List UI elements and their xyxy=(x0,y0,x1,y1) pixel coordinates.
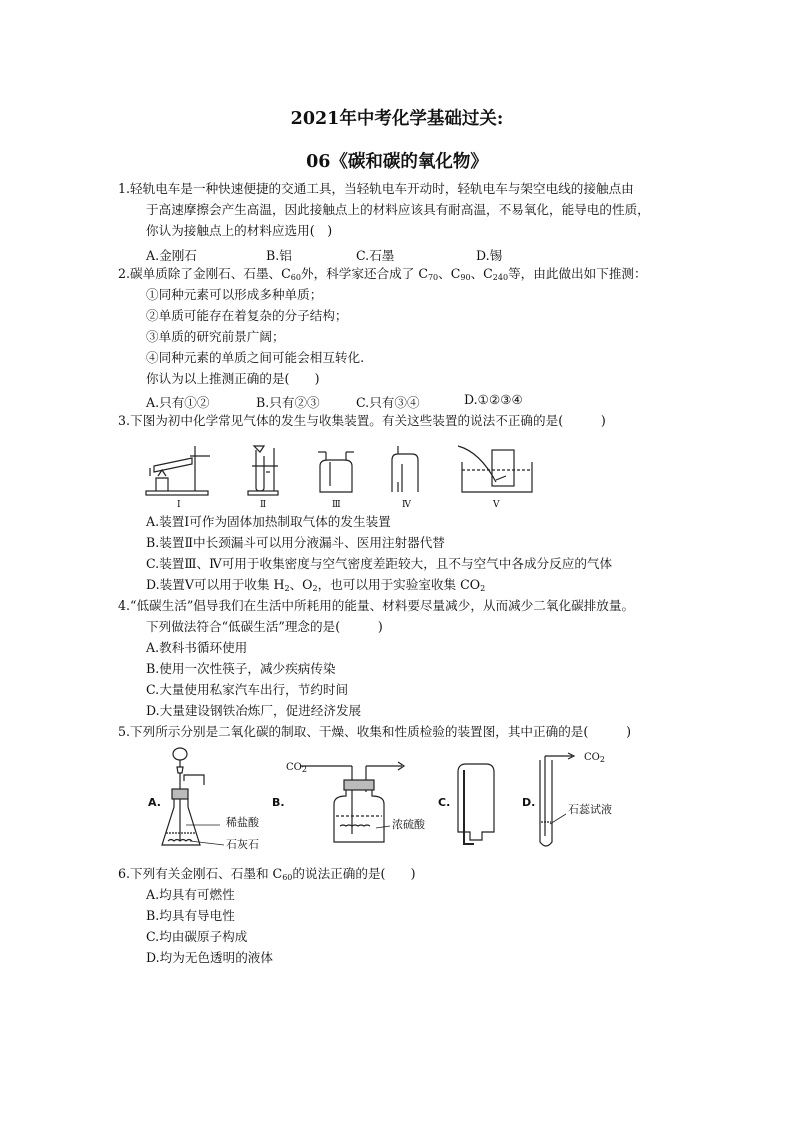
question-4-option-b: B.使用一次性筷子，减少疾病传染 xyxy=(146,661,336,676)
question-6-stem-part-2: 的说法正确的是( ) xyxy=(292,866,416,881)
question-3-option-a: A.装置Ⅰ可作为固体加热制取气体的发生装置 xyxy=(146,514,391,529)
question-1-option-d: D.锡 xyxy=(476,248,503,263)
question-1-line-3: 你认为接触点上的材料应选用( ) xyxy=(146,223,333,238)
question-2-stem xyxy=(118,266,647,286)
label-co2-b xyxy=(286,760,307,778)
question-2-point-2: ②单质可能存在着复杂的分子结构； xyxy=(146,308,348,323)
apparatus-b-drying-bottle xyxy=(300,756,420,856)
question-6-option-c: C.均由碳原子构成 xyxy=(146,929,248,944)
apparatus-v xyxy=(458,446,532,492)
apparatus-label-ii: Ⅱ xyxy=(260,500,267,510)
apparatus-i xyxy=(146,446,210,495)
figure-letter-b: B. xyxy=(272,796,285,809)
apparatus-label-v: Ⅴ xyxy=(493,500,500,510)
question-2-stem-part-1: 2.碳单质除了金刚石、石墨、C xyxy=(118,266,291,281)
subscript: 60 xyxy=(290,273,301,282)
question-4-line-1: 4.“低碳生活”倡导我们在生活中所耗用的能量、材料要尽量减少，从而减少二氧化碳排放量。 xyxy=(118,598,635,613)
question-2-option-c: C.只有③④ xyxy=(356,395,420,410)
question-6-option-b: B.均具有导电性 xyxy=(146,908,235,923)
question-2-point-3: ③单质的研究前景广阔； xyxy=(146,329,285,344)
subscript: 2 xyxy=(312,584,318,593)
subscript: 2 xyxy=(284,584,290,593)
question-3-option-b: B.装置Ⅱ中长颈漏斗可以用分液漏斗、医用注射器代替 xyxy=(146,535,445,550)
label-limestone: 石灰石 xyxy=(226,838,259,851)
page-subtitle: 06《碳和碳的氧化物》 xyxy=(306,152,488,172)
figure-letter-d: D. xyxy=(522,796,536,809)
question-6-stem-part-1: 6.下列有关金刚石、石墨和 C xyxy=(118,866,283,881)
apparatus-c-collecting-bottle xyxy=(452,760,502,850)
apparatus-label-i: Ⅰ xyxy=(177,500,181,510)
label-dilute-hcl: 稀盐酸 xyxy=(226,816,259,829)
question-6-option-d: D.均为无色透明的液体 xyxy=(146,950,273,965)
question-1-option-c: C.石墨 xyxy=(356,248,395,263)
question-1-option-a: A.金刚石 xyxy=(146,248,197,263)
subscript: 70 xyxy=(427,273,439,282)
question-2-stem-part-2: 外，科学家还合成了 C xyxy=(300,266,428,281)
figure-letter-c: C. xyxy=(438,796,451,809)
label-co2-d xyxy=(584,750,605,768)
question-1-option-b: B.铝 xyxy=(266,248,292,263)
question-3-stem: 3.下图为初中化学常见气体的发生与收集装置。有关这些装置的说法不正确的是( ) xyxy=(118,413,606,428)
question-3-option-d-part-1: D.装置Ⅴ可以用于收集 H xyxy=(146,577,285,592)
question-2-option-a: A.只有①② xyxy=(146,395,210,410)
page-title: 2021年中考化学基础过关: xyxy=(290,109,504,129)
label-co2-b-text: CO xyxy=(286,762,302,773)
question-2-stem-part-5: 等，由此做出如下推测： xyxy=(508,266,647,281)
question-3-option-d-part-2: 、O xyxy=(289,577,313,592)
apparatus-label-iii: Ⅲ xyxy=(332,500,341,510)
question-2-option-b: B.只有②③ xyxy=(256,395,320,410)
figure-letter-a: A. xyxy=(148,796,161,809)
question-4-option-d: D.大量建设钢铁冶炼厂，促进经济发展 xyxy=(146,703,362,718)
apparatus-label-iv: Ⅳ xyxy=(402,500,411,510)
question-4-option-c: C.大量使用私家汽车出行，节约时间 xyxy=(146,682,349,697)
question-2-point-4: ④同种元素的单质之间可能会相互转化. xyxy=(146,350,365,365)
apparatus-ii xyxy=(248,446,278,495)
label-co2-d-text: CO xyxy=(584,752,600,763)
apparatus-iii xyxy=(318,452,354,492)
question-2-stem-part-3: 、C xyxy=(438,266,461,281)
question-5-stem: 5.下列所示分别是二氧化碳的制取、干燥、收集和性质检验的装置图，其中正确的是( ) xyxy=(118,724,631,739)
question-2-option-d: D.①②③④ xyxy=(464,392,523,407)
subscript: 240 xyxy=(492,273,509,282)
question-4-line-2: 下列做法符合“低碳生活”理念的是( ) xyxy=(146,619,383,634)
label-litmus: 石蕊试液 xyxy=(568,803,612,816)
question-1-line-1: 1.轻轨电车是一种快速便捷的交通工具，当轻轨电车开动时，轻轨电车与架空电线的接触点由 xyxy=(118,181,634,196)
question-2-point-1: ①同种元素可以形成多种单质； xyxy=(146,287,323,302)
question-6-option-a: A.均具有可燃性 xyxy=(146,887,235,902)
question-4-option-a: A.教科书循环使用 xyxy=(146,640,248,655)
question-6-stem xyxy=(118,866,416,886)
question-1-line-2: 于高速摩擦会产生高温，因此接触点上的材料应该具有耐高温，不易氧化，能导电的性质， xyxy=(146,202,650,217)
question-2-stem-part-4: 、C xyxy=(470,266,493,281)
question-3-option-c: C.装置Ⅲ、Ⅳ可用于收集密度与空气密度差距较大，且不与空气中各成分反应的气体 xyxy=(146,556,613,571)
apparatus-iv xyxy=(392,446,418,492)
question-3-option-d xyxy=(146,577,485,597)
subscript: 2 xyxy=(599,755,605,764)
subscript: 90 xyxy=(460,273,471,282)
subscript: 2 xyxy=(301,765,307,774)
subscript: 60 xyxy=(282,873,293,882)
label-conc-h2so4: 浓硫酸 xyxy=(392,818,425,831)
question-3-option-d-part-3: ，也可以用于实验室收集 CO xyxy=(317,577,481,592)
question-2-ask: 你认为以上推测正确的是( ) xyxy=(146,371,320,386)
subscript: 2 xyxy=(480,584,486,593)
